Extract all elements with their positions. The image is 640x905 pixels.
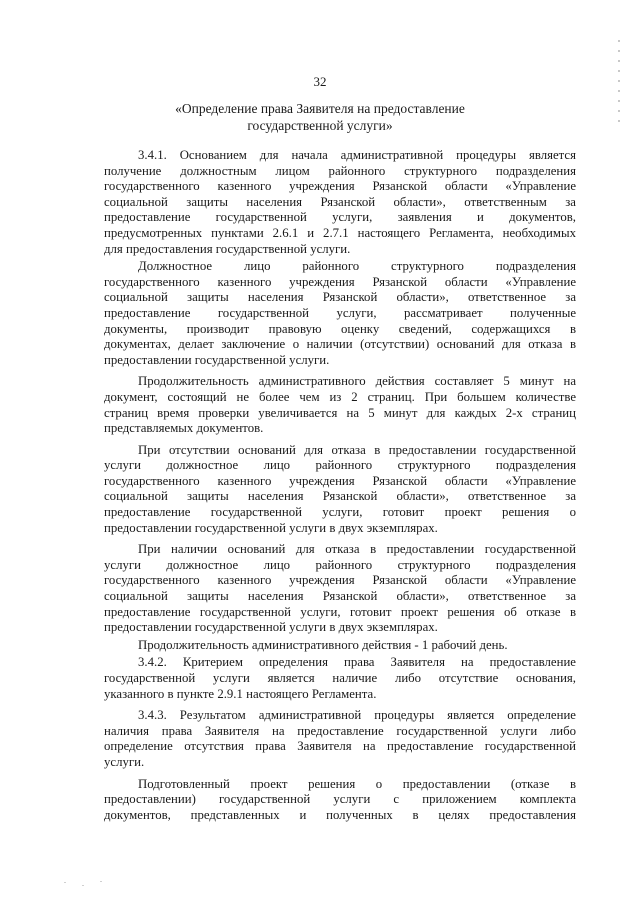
text-line: социальной защиты населения Рязанской области», ответственное за [104,489,576,504]
text-line: документах, делает заключение о наличии (отсутствии) оснований для отказа в [104,337,576,352]
text-line: услуги должностное лицо районного структурного подразделения [104,557,576,572]
text-line: документов, представленных и полученных в целях предоставления [104,807,576,822]
text-line: указанного в пункте 2.9.1 настоящего Регламента. [104,686,377,701]
paragraph-duration-day [104,638,576,654]
text-line: предоставлении государственной услуги. [104,352,330,367]
text-line: социальной защиты населения Рязанской области», ответственным за [104,194,576,209]
text-line: При отсутствии оснований для отказа в предоставлении государственной [138,442,576,457]
text-line: услуги должностное лицо районного структурного подразделения [104,458,576,473]
paragraph-official-review [104,259,576,368]
text-line: государственного казенного учреждения Рязанской области «Управление [104,179,576,194]
text-line: 3.4.1. Основанием для начала административной процедуры является [138,148,576,162]
text-line: представляемых документов. [104,421,264,436]
paragraph-3-4-2 [104,655,576,702]
text-line: 3.4.3. Результатом административной процедуры является определение [138,708,576,723]
section-title-line-1: «Определение права Заявителя на предоставление [175,101,465,116]
text-line: государственного казенного учреждения Рязанской области «Управление [104,573,576,588]
text-line: предоставление государственной услуги, готовит проект решения об отказе в [104,604,576,619]
text-line: определение отсутствия права Заявителя на предоставление государственной [104,739,576,754]
text-line: государственного казенного учреждения Рязанской области «Управление [104,473,576,488]
paragraph-duration-check [104,374,576,436]
text-line: социальной защиты населения Рязанской области», ответственное за [104,589,576,604]
text-line: предоставлении государственной услуги в двух экземплярах. [104,520,438,535]
text-line: При наличии оснований для отказа в предоставлении государственной [138,542,576,557]
paragraph-no-grounds [104,443,576,537]
document-body [104,148,576,825]
scan-specks [60,880,120,890]
text-line: социальной защиты населения Рязанской области», ответственное за [104,290,576,305]
text-line: предоставление государственной услуги, заявления и документов, [104,210,576,225]
text-line: предоставление государственной услуги, рассматривает полученные [104,305,576,320]
paragraph-grounds-refusal [104,542,576,636]
text-line: государственного казенного учреждения Рязанской области «Управление [104,274,576,289]
section-title-line-2: государственной услуги» [247,118,393,133]
page-number: 32 [313,74,327,89]
text-line: документ, состоящий не более чем из 2 страниц. При большем количестве [104,389,576,404]
text-line: предоставление государственной услуги, готовит проект решения о [104,505,576,520]
paragraph-3-4-1 [104,148,576,257]
paragraph-prepared-project [104,777,576,824]
text-line: Должностное лицо районного структурного подразделения [138,259,576,274]
text-line: для предоставления государственной услуги. [104,241,351,256]
text-line: услуги. [104,754,145,769]
text-line: предоставлении государственной услуги в двух экземплярах. [104,620,438,635]
text-line: страниц время проверки увеличивается на 5 минут для каждых 2-х страниц [104,405,576,420]
section-title [0,100,640,134]
text-line: документы, производит правовую оценку сведений, содержащихся в [104,321,576,336]
text-line: государственной услуги является наличие либо отсутствие основания, [104,671,576,685]
text-line: предусмотренных пунктами 2.6.1 и 2.7.1 настоящего Регламента, необходимых [104,225,576,240]
text-line: Подготовленный проект решения о предоставлении (отказе в [138,776,576,791]
text-line: предоставлении) государственной услуги с приложением комплекта [104,792,576,807]
text-line: получение должностным лицом районного структурного подразделения [104,163,576,178]
paragraph-3-4-3 [104,708,576,770]
text-line: 3.4.2. Критерием определения права Заявителя на предоставление [138,655,576,670]
text-line: Продолжительность административного действия составляет 5 минут на [138,374,576,389]
text-line: наличия права Заявителя на предоставление государственной услуги либо [104,723,576,738]
text-line: Продолжительность административного действия - 1 рабочий день. [138,637,508,652]
